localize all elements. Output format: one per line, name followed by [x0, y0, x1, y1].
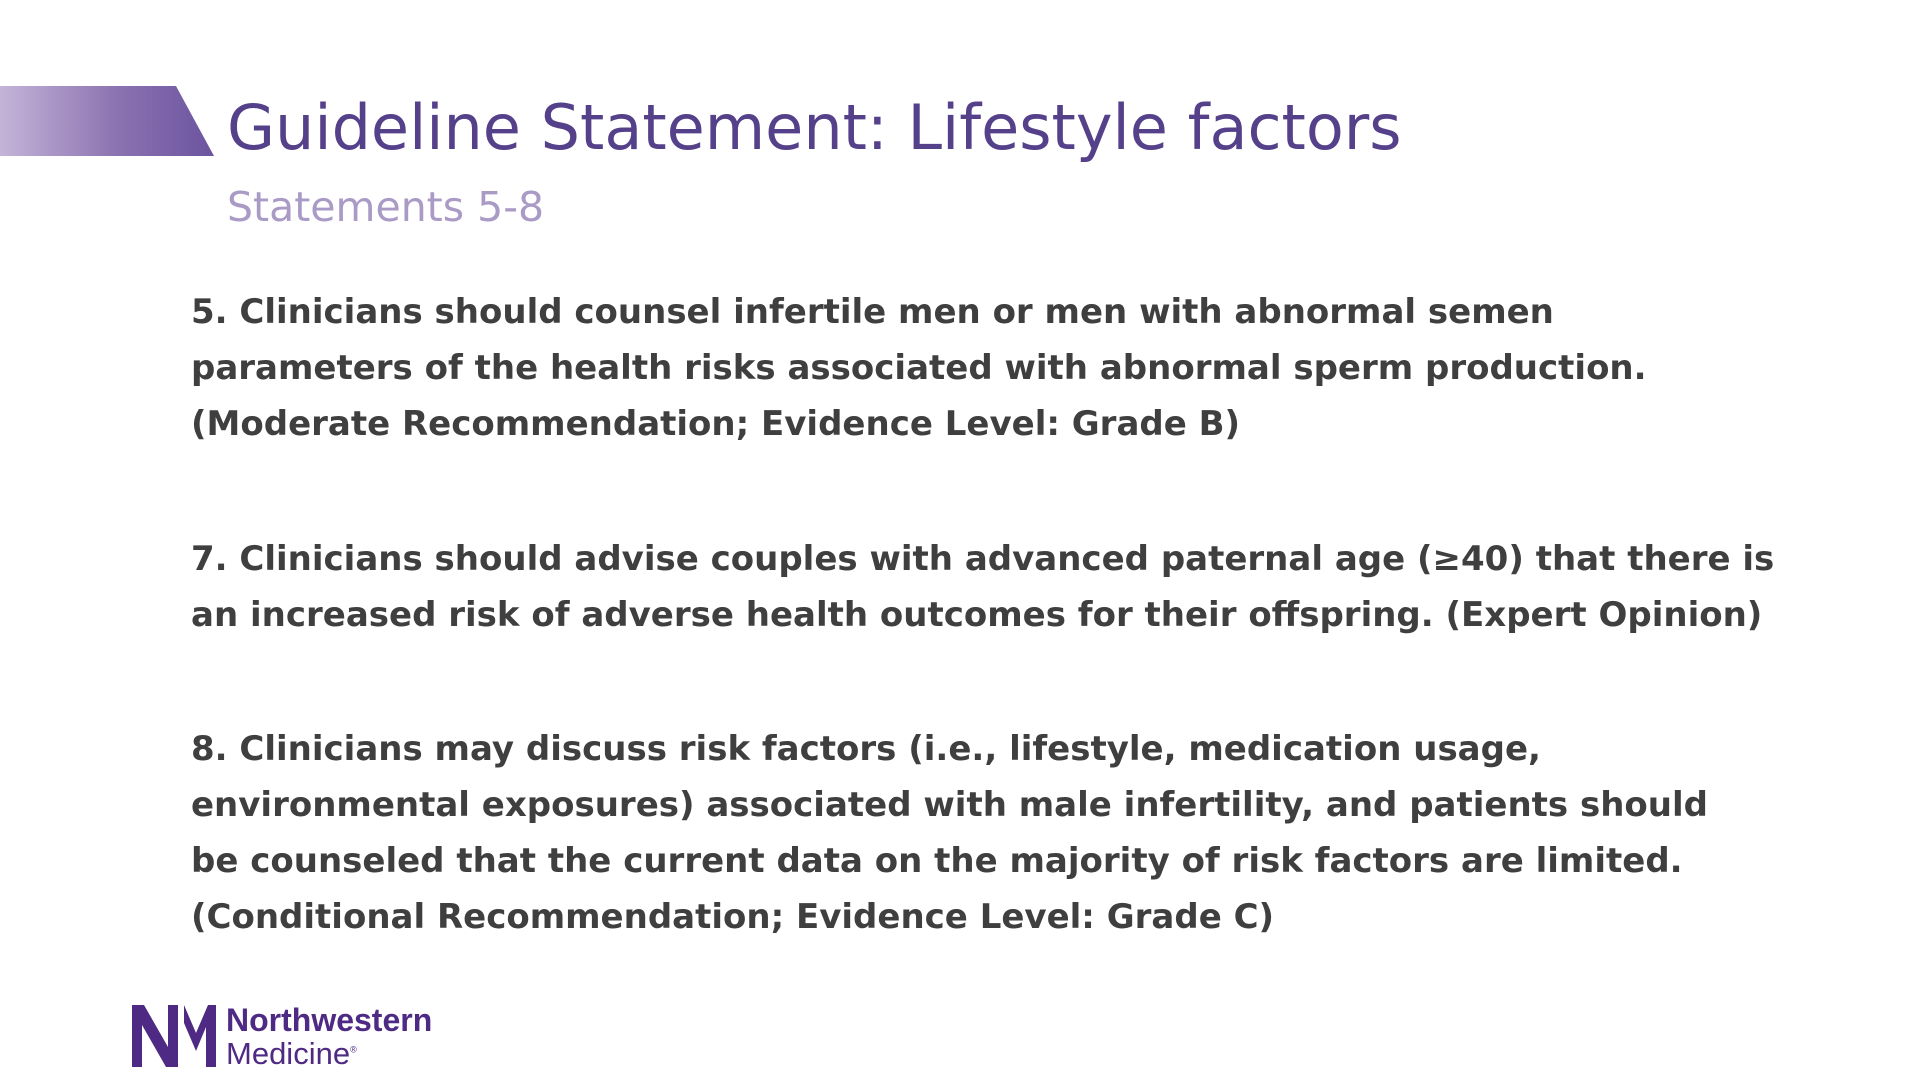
- guideline-statement-7: 7. Clinicians should advise couples with advanced paternal age (≥40) that there is an increased risk of adverse health outcomes for their offspring. (Expert Opinion): [191, 539, 1775, 635]
- slide-title: Guideline Statement: Lifestyle factors: [227, 91, 1402, 164]
- nm-monogram-icon: [132, 1005, 216, 1067]
- title-accent-bar: [0, 86, 214, 156]
- logo-wordmark: [226, 1001, 433, 1071]
- guideline-statement-5: 5. Clinicians should counsel infertile men or men with abnormal semen parameters of the health risks associated with abnormal sperm production. (Moderate Recommendation; Evidence Level: Grade B): [191, 292, 1647, 444]
- logo-line-medicine: [226, 1035, 432, 1071]
- logo-line-northwestern: Northwestern: [226, 1001, 433, 1038]
- guideline-statement-8: 8. Clinicians may discuss risk factors (i.e., lifestyle, medication usage, environmental exposures) associated with male infertility, and patients should be counseled that the current data on the majority of risk factors are limited. (Conditional Recommendation; Evidence Level: Grade C): [191, 729, 1708, 937]
- logo-trademark: ®: [350, 1044, 357, 1055]
- northwestern-medicine-logo: [132, 1003, 432, 1069]
- logo-medicine-text: Medicine: [226, 1035, 351, 1071]
- slide-subtitle: Statements 5-8: [227, 183, 545, 231]
